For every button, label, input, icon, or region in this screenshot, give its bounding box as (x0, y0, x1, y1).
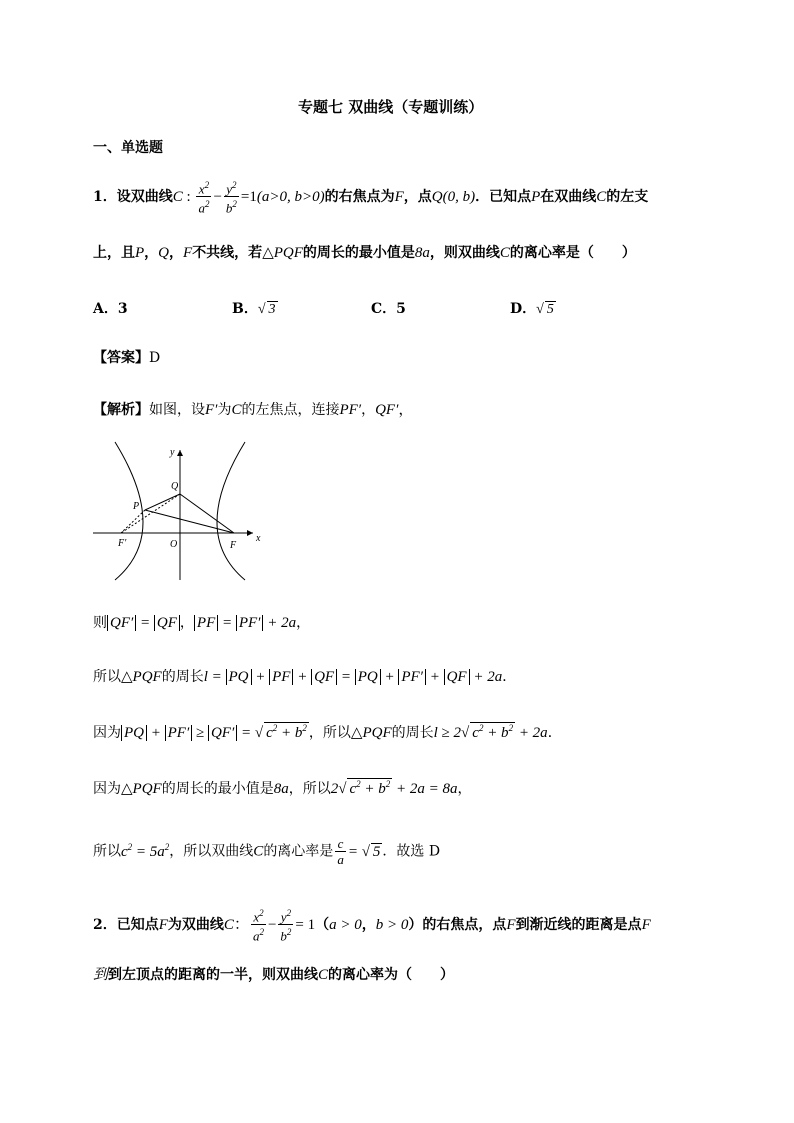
question-number: 1． (93, 188, 117, 205)
math-inline: C (172, 188, 183, 205)
label-o: O (170, 539, 178, 550)
segment-pf-prime (121, 510, 145, 533)
solution-step-4: 因为△PQF的周长的最小值是8a，所以2√ $c^2 + b^2 + 2a = 8a$， (93, 779, 472, 797)
question-1-line-1: 1．设双曲线C : $\frac{x^2}{a^2}$ − $\frac{y^2}{b^2}$ =1(a>0, b>0)的右焦点为F，点Q(0, b)．已知点P在双曲线C的左支 (93, 180, 649, 216)
fraction: $\frac{y^2}{b^2}$ (280, 908, 292, 944)
option-c[interactable]: C．5 (371, 301, 406, 317)
fraction: $\frac{c}{a}$ (337, 836, 344, 867)
analysis-tag: 【解析】 (93, 402, 149, 418)
label-x: x (256, 533, 261, 544)
question-2-line-1: 2．已知点F为双曲线C： $\frac{x^2}{a^2}$ − $\frac{y^2}{b^2}$ = 1（a > 0，b > 0）的右焦点，点F到渐近线的距离是点F (93, 908, 651, 944)
x-axis-arrow (247, 530, 253, 536)
question-number: 2． (93, 916, 117, 933)
solution-step-5: 所以$c^2 = 5a^2$，所以双曲线C的离心率是 $\frac{c}{a}$ = √ 5 ．故选 D (93, 836, 441, 867)
analysis-line: 【解析】如图，设F′为C的左焦点，连接PF′，QF′， (93, 402, 414, 418)
segment-qf (180, 494, 234, 533)
solution-step-1: 则 QF′ = QF ， PF = PF′ + 2a， (93, 615, 311, 631)
page-title: 专题七 双曲线（专题训练） (298, 98, 484, 116)
hyperbola-figure (93, 440, 268, 585)
label-f-prime: F′ (118, 538, 127, 549)
label-y: y (170, 447, 175, 458)
answer-value: D (149, 350, 161, 366)
right-branch (217, 442, 245, 580)
label-q: Q (171, 481, 179, 492)
question-1-line-2: 上，且P，Q，F不共线，若△PQF的周长的最小值是8a，则双曲线C的离心率是（ ） (93, 245, 636, 261)
option-a[interactable]: A．3 (93, 301, 128, 317)
fraction: $\frac{x^2}{a^2}$ (198, 180, 210, 216)
answer-line (93, 347, 160, 367)
question-2-line-2: 到到左顶点的距离的一半，则双曲线C的离心率为（ ） (93, 967, 455, 983)
label-p: P (133, 501, 140, 512)
label-f: F (230, 540, 237, 551)
solution-step-2: 所以△PQF的周长l = PQ + PF + QF = PQ + PF′ + QF + 2a． (93, 669, 517, 685)
solution-step-3: 因为 PQ + PF′ ≥ QF′ = √ $c^2 + b^2$ ，所以△PQF的周长l ≥ 2√ $c^2 + b^2 + 2a$． (93, 723, 562, 741)
segment-pq (145, 494, 180, 510)
section-heading: 一、单选题 (93, 140, 163, 156)
answer-tag: 【答案】 (93, 350, 149, 366)
y-axis-arrow (177, 450, 183, 456)
segment-qf-prime (121, 494, 180, 533)
option-d[interactable]: D．√ 5 (510, 301, 554, 317)
fraction: $\frac{x^2}{a^2}$ (252, 908, 264, 944)
option-b[interactable]: B．√ 3 (232, 301, 276, 317)
segment-pf (145, 510, 234, 533)
fraction: $\frac{y^2}{b^2}$ (225, 180, 237, 216)
